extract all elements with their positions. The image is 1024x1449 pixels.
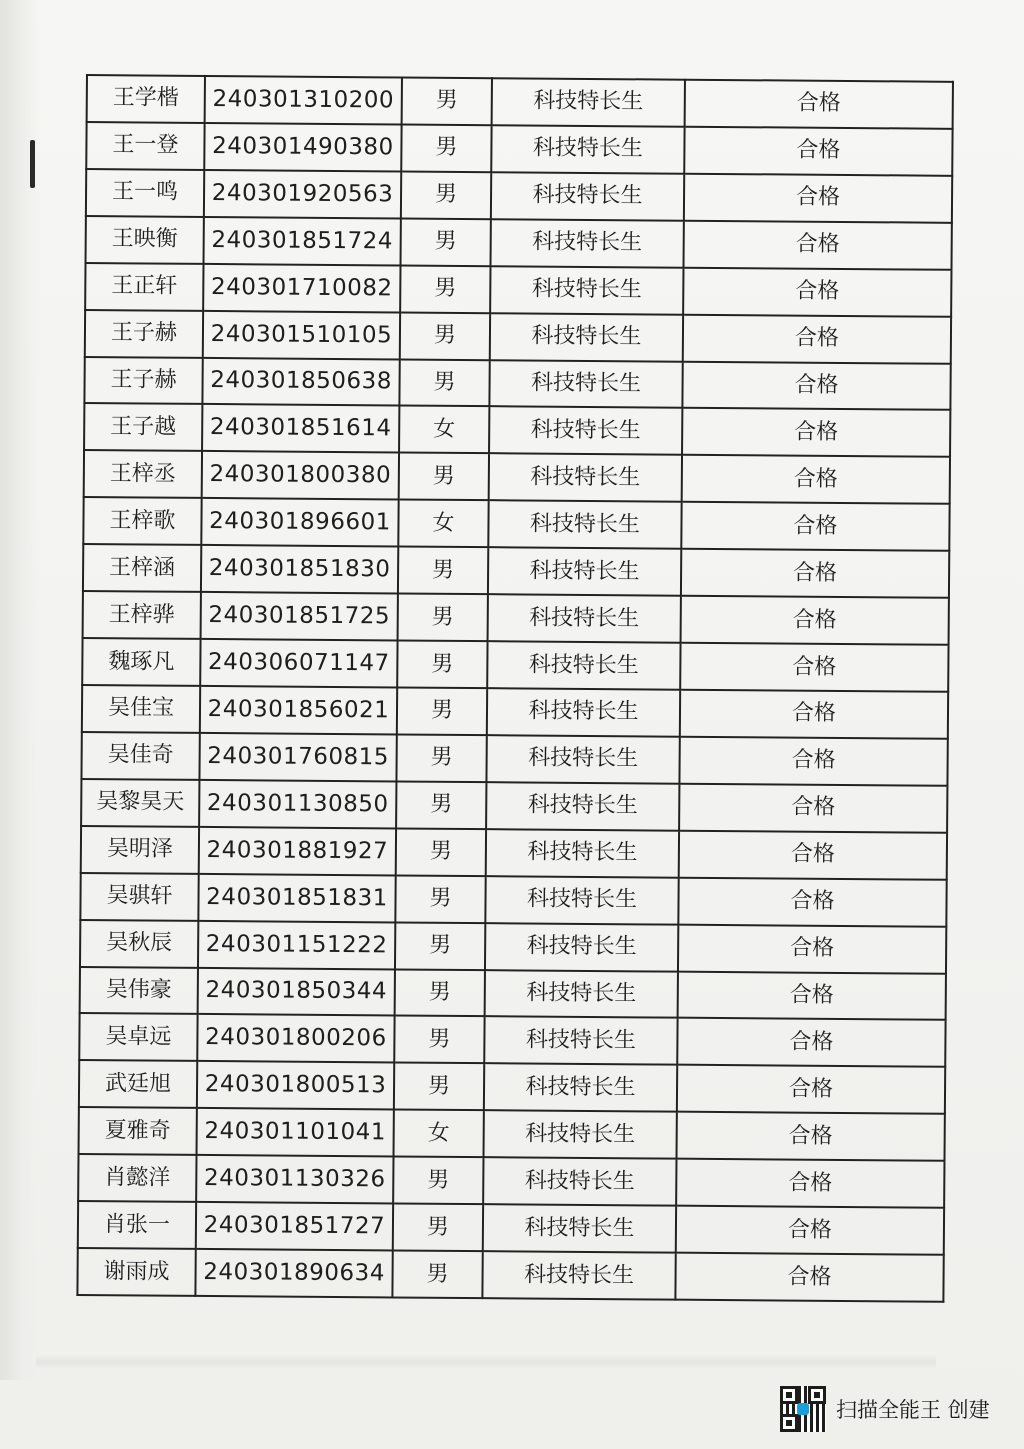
category-cell: 科技特长生 bbox=[489, 454, 682, 502]
student-name-cell: 夏雅奇 bbox=[79, 1107, 197, 1155]
category-cell: 科技特长生 bbox=[482, 1251, 675, 1299]
exam-number-cell: 240301851830 bbox=[201, 545, 398, 593]
exam-number-cell: 240301760815 bbox=[199, 733, 396, 781]
exam-number-cell: 240301710082 bbox=[203, 264, 400, 312]
result-cell: 合格 bbox=[679, 737, 947, 786]
exam-number-cell: 240301890634 bbox=[195, 1249, 392, 1297]
result-cell: 合格 bbox=[682, 361, 950, 410]
student-name-cell: 王子越 bbox=[84, 403, 202, 451]
exam-number-cell: 240301800380 bbox=[202, 451, 399, 499]
table-row bbox=[79, 1060, 945, 1114]
table-row bbox=[84, 450, 950, 504]
exam-number-cell: 240301130850 bbox=[199, 780, 396, 828]
table-row bbox=[82, 638, 948, 692]
result-cell: 合格 bbox=[678, 924, 946, 973]
table-row bbox=[84, 403, 950, 457]
gender-cell: 男 bbox=[400, 265, 490, 313]
table-row bbox=[81, 779, 947, 833]
table-row bbox=[83, 497, 949, 551]
table-row bbox=[78, 1154, 944, 1208]
gender-cell: 男 bbox=[392, 1250, 482, 1298]
exam-number-cell: 240301881927 bbox=[199, 827, 396, 875]
table-row bbox=[80, 873, 946, 927]
gender-cell: 男 bbox=[395, 969, 485, 1017]
student-name-cell: 吴骐轩 bbox=[80, 873, 198, 921]
exam-number-cell: 240301851727 bbox=[196, 1202, 393, 1250]
exam-number-cell: 240301920563 bbox=[204, 170, 401, 218]
student-name-cell: 王梓丞 bbox=[84, 450, 202, 498]
gender-cell: 男 bbox=[393, 1204, 483, 1252]
result-cell: 合格 bbox=[682, 455, 950, 504]
gender-cell: 男 bbox=[394, 1016, 484, 1064]
category-cell: 科技特长生 bbox=[492, 78, 685, 126]
qr-code-icon bbox=[780, 1386, 826, 1432]
table-row bbox=[81, 732, 947, 786]
result-cell: 合格 bbox=[677, 1065, 945, 1114]
exam-number-cell: 240301130326 bbox=[196, 1155, 393, 1203]
gender-cell: 男 bbox=[400, 312, 490, 360]
table-row bbox=[80, 966, 946, 1020]
student-name-cell: 吴秋辰 bbox=[80, 920, 198, 968]
exam-number-cell: 240301851831 bbox=[198, 874, 395, 922]
student-name-cell: 王子赫 bbox=[85, 310, 203, 358]
result-cell: 合格 bbox=[679, 784, 947, 833]
gender-cell: 男 bbox=[397, 641, 487, 689]
table-row bbox=[87, 75, 953, 129]
exam-number-cell: 240306071147 bbox=[200, 639, 397, 687]
category-cell: 科技特长生 bbox=[490, 313, 683, 361]
exam-number-cell: 240301800206 bbox=[197, 1014, 394, 1062]
result-cell: 合格 bbox=[682, 408, 950, 457]
gender-cell: 男 bbox=[397, 687, 487, 735]
gender-cell: 女 bbox=[398, 500, 488, 548]
gender-cell: 男 bbox=[395, 875, 485, 923]
student-name-cell: 谢雨成 bbox=[77, 1248, 195, 1296]
table-row bbox=[80, 920, 946, 974]
category-cell: 科技特长生 bbox=[489, 360, 682, 408]
category-cell: 科技特长生 bbox=[488, 500, 681, 548]
table-row bbox=[78, 1201, 944, 1255]
gender-cell: 女 bbox=[394, 1110, 484, 1158]
exam-number-cell: 240301850344 bbox=[198, 967, 395, 1015]
category-cell: 科技特长生 bbox=[489, 407, 682, 455]
gender-cell: 女 bbox=[399, 406, 489, 454]
category-cell: 科技特长生 bbox=[483, 1204, 676, 1252]
gender-cell: 男 bbox=[399, 453, 489, 501]
table-row bbox=[86, 169, 952, 223]
gender-cell: 男 bbox=[394, 1063, 484, 1111]
student-name-cell: 王一鸣 bbox=[86, 169, 204, 217]
exam-number-cell: 240301851614 bbox=[202, 404, 399, 452]
student-name-cell: 武廷旭 bbox=[79, 1060, 197, 1108]
app-badge-icon bbox=[797, 1403, 809, 1415]
category-cell: 科技特长生 bbox=[485, 876, 678, 924]
result-cell: 合格 bbox=[681, 596, 949, 645]
gender-cell: 男 bbox=[393, 1157, 483, 1205]
gender-cell: 男 bbox=[399, 359, 489, 407]
student-name-cell: 吴明泽 bbox=[81, 826, 199, 874]
table-row bbox=[83, 544, 949, 598]
category-cell: 科技特长生 bbox=[484, 1017, 677, 1065]
category-cell: 科技特长生 bbox=[490, 266, 683, 314]
exam-number-cell: 240301151222 bbox=[198, 921, 395, 969]
scan-shadow-edge bbox=[0, 0, 40, 1380]
category-cell: 科技特长生 bbox=[484, 1110, 677, 1158]
result-cell: 合格 bbox=[675, 1253, 943, 1302]
student-name-cell: 吴伟豪 bbox=[80, 966, 198, 1014]
gender-cell: 男 bbox=[401, 218, 491, 266]
watermark-text: 扫描全能王 创建 bbox=[836, 1398, 990, 1422]
result-cell: 合格 bbox=[683, 220, 951, 269]
exam-number-cell: 240301851725 bbox=[201, 592, 398, 640]
exam-number-cell: 240301310200 bbox=[205, 76, 402, 124]
result-cell: 合格 bbox=[676, 1206, 944, 1255]
table-row bbox=[77, 1248, 943, 1302]
binding-mark bbox=[30, 140, 35, 188]
student-name-cell: 王梓涵 bbox=[83, 544, 201, 592]
category-cell: 科技特长生 bbox=[491, 172, 684, 220]
result-cell: 合格 bbox=[683, 267, 951, 316]
category-cell: 科技特长生 bbox=[485, 923, 678, 971]
gender-cell: 男 bbox=[398, 547, 488, 595]
category-cell: 科技特长生 bbox=[491, 219, 684, 267]
student-name-cell: 肖懿洋 bbox=[78, 1154, 196, 1202]
exam-number-cell: 240301490380 bbox=[204, 123, 401, 171]
table-row bbox=[82, 685, 948, 739]
category-cell: 科技特长生 bbox=[486, 782, 679, 830]
exam-number-cell: 240301896601 bbox=[201, 498, 398, 546]
gender-cell: 男 bbox=[396, 828, 486, 876]
category-cell: 科技特长生 bbox=[487, 688, 680, 736]
category-cell: 科技特长生 bbox=[483, 1157, 676, 1205]
result-cell: 合格 bbox=[684, 127, 952, 176]
table-row bbox=[79, 1013, 945, 1067]
result-cell: 合格 bbox=[685, 80, 953, 129]
student-name-cell: 王梓歌 bbox=[83, 497, 201, 545]
scanner-watermark bbox=[780, 1386, 1010, 1432]
student-name-cell: 吴佳奇 bbox=[81, 732, 199, 780]
result-cell: 合格 bbox=[684, 174, 952, 223]
result-cell: 合格 bbox=[679, 830, 947, 879]
exam-number-cell: 240301800513 bbox=[197, 1061, 394, 1109]
result-cell: 合格 bbox=[676, 1112, 944, 1161]
result-cell: 合格 bbox=[681, 502, 949, 551]
table-row bbox=[81, 826, 947, 880]
result-cell: 合格 bbox=[680, 643, 948, 692]
result-cell: 合格 bbox=[680, 690, 948, 739]
category-cell: 科技特长生 bbox=[484, 1064, 677, 1112]
student-name-cell: 王一登 bbox=[86, 122, 204, 170]
student-name-cell: 王学楷 bbox=[87, 75, 205, 123]
table-row bbox=[86, 216, 952, 270]
category-cell: 科技特长生 bbox=[488, 594, 681, 642]
gender-cell: 男 bbox=[398, 594, 488, 642]
table-row bbox=[79, 1107, 945, 1161]
exam-number-cell: 240301851724 bbox=[204, 217, 401, 265]
table-row bbox=[85, 310, 951, 364]
category-cell: 科技特长生 bbox=[486, 829, 679, 877]
result-cell: 合格 bbox=[677, 1018, 945, 1067]
student-name-cell: 吴卓远 bbox=[79, 1013, 197, 1061]
gender-cell: 男 bbox=[401, 124, 491, 172]
gender-cell: 男 bbox=[396, 734, 486, 782]
student-name-cell: 肖张一 bbox=[78, 1201, 196, 1249]
student-name-cell: 吴黎昊天 bbox=[81, 779, 199, 827]
result-cell: 合格 bbox=[676, 1159, 944, 1208]
table-row bbox=[84, 357, 950, 411]
student-name-cell: 王映衡 bbox=[86, 216, 204, 264]
result-cell: 合格 bbox=[678, 971, 946, 1020]
student-name-cell: 王正轩 bbox=[85, 263, 203, 311]
category-cell: 科技特长生 bbox=[486, 735, 679, 783]
roster-table-body bbox=[77, 75, 953, 1302]
result-cell: 合格 bbox=[683, 314, 951, 363]
gender-cell: 男 bbox=[396, 781, 486, 829]
category-cell: 科技特长生 bbox=[487, 641, 680, 689]
exam-number-cell: 240301856021 bbox=[200, 686, 397, 734]
gender-cell: 男 bbox=[402, 77, 492, 125]
roster-table bbox=[76, 74, 954, 1303]
result-cell: 合格 bbox=[681, 549, 949, 598]
category-cell: 科技特长生 bbox=[488, 547, 681, 595]
exam-number-cell: 240301850638 bbox=[202, 357, 399, 405]
exam-number-cell: 240301101041 bbox=[197, 1108, 394, 1156]
scan-shadow-band bbox=[36, 1355, 936, 1369]
category-cell: 科技特长生 bbox=[491, 125, 684, 173]
table-row bbox=[85, 263, 951, 317]
student-name-cell: 魏琢凡 bbox=[82, 638, 200, 686]
student-name-cell: 王子赫 bbox=[84, 357, 202, 405]
category-cell: 科技特长生 bbox=[485, 970, 678, 1018]
table-row bbox=[86, 122, 952, 176]
exam-number-cell: 240301510105 bbox=[203, 311, 400, 359]
student-name-cell: 吴佳宝 bbox=[82, 685, 200, 733]
student-name-cell: 王梓骅 bbox=[83, 591, 201, 639]
table-row bbox=[83, 591, 949, 645]
result-cell: 合格 bbox=[678, 877, 946, 926]
gender-cell: 男 bbox=[401, 171, 491, 219]
gender-cell: 男 bbox=[395, 922, 485, 970]
